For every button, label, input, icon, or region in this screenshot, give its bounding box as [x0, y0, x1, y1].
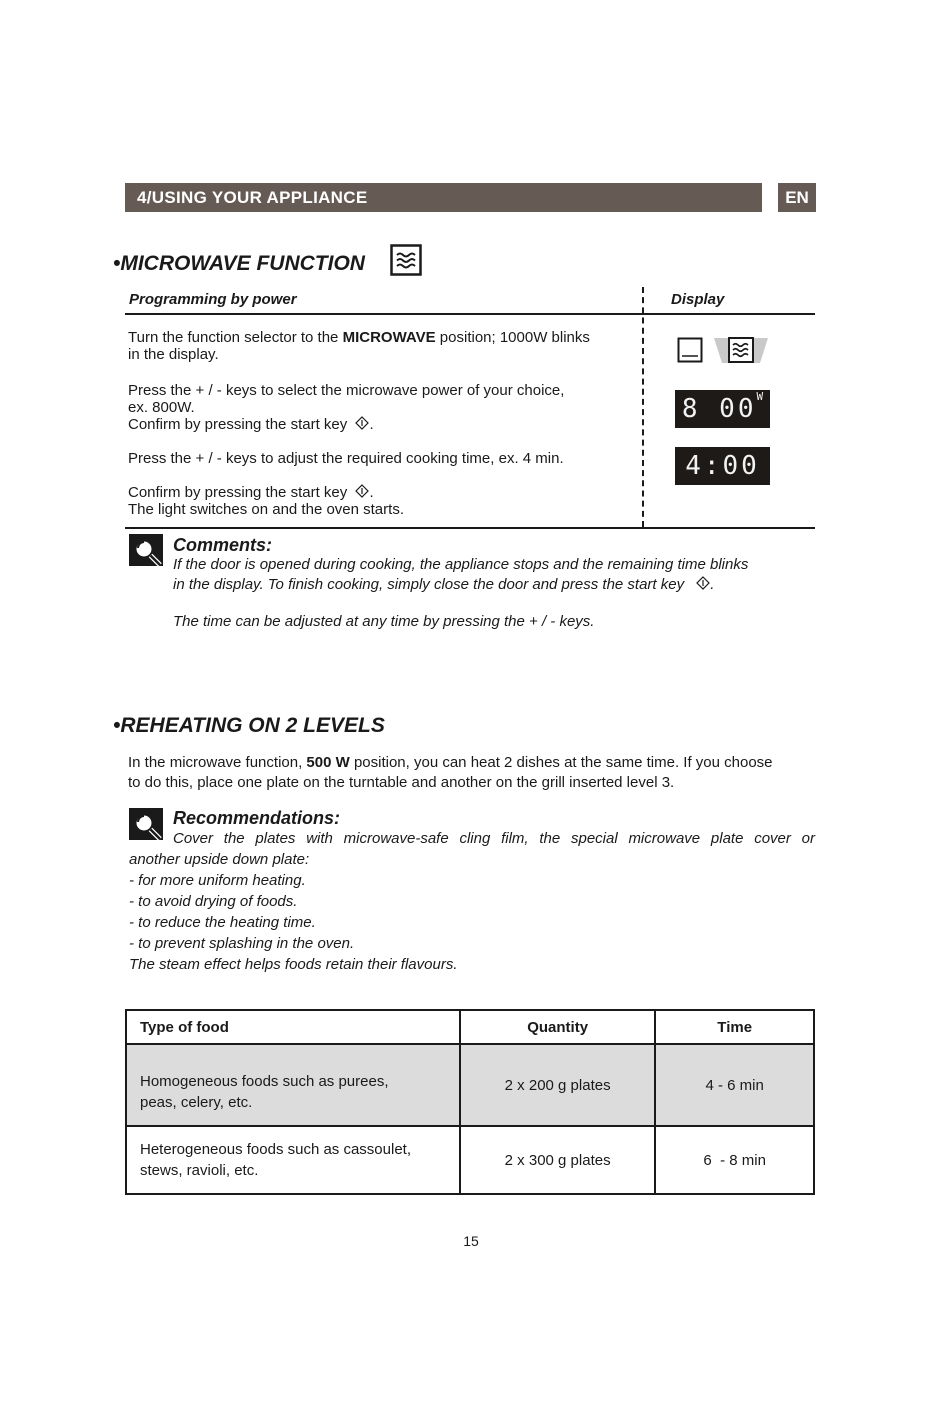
instruction-step-1	[128, 329, 628, 363]
table-bottom-rule	[125, 527, 815, 529]
bullet: •	[113, 252, 121, 275]
header-type-of-food: Type of food	[126, 1010, 460, 1044]
table-row	[126, 1126, 814, 1194]
reheating-title-text: REHEATING ON 2 LEVELS	[120, 714, 385, 737]
recommendations-closing: The steam effect helps foods retain their flavours.	[129, 956, 458, 973]
lcd-power-value: 8 00	[681, 394, 757, 424]
column-divider	[642, 287, 644, 527]
magnifier-icon	[129, 534, 163, 566]
quantity-cell: 2 x 200 g plates	[460, 1044, 655, 1126]
header-quantity: Quantity	[460, 1010, 655, 1044]
comments-text: If the door is opened during cooking, the appliance stops and the remaining time blinks in the display. To finish cooking, simply close the door and press the start key .	[173, 556, 749, 593]
instruction-step-4: Confirm by pressing the start key . The light switches on and the oven starts.	[128, 484, 404, 518]
comments-note: The time can be adjusted at any time by pressing the + / - keys.	[173, 613, 595, 630]
recommendations-line-1: Cover the plates with microwave-safe cling film, the special microwave plate cover or	[173, 830, 815, 847]
quantity-cell: 2 x 300 g plates	[460, 1126, 655, 1194]
comments-line-1: If the door is opened during cooking, the appliance stops and the remaining time blinks	[173, 556, 749, 573]
section-header: 4/USING YOUR APPLIANCE	[125, 183, 762, 212]
recommendations-title: Recommendations:	[173, 808, 341, 828]
recommendation-item: - to reduce the heating time.	[129, 914, 316, 931]
food-line-1: Heterogeneous foods such as cassoulet,	[140, 1141, 412, 1158]
recommendations-list	[129, 849, 458, 975]
food-line-2: peas, celery, etc.	[140, 1094, 253, 1111]
table-top-rule	[125, 313, 815, 315]
table-row	[126, 1044, 814, 1126]
food-line-2: stews, ravioli, etc.	[140, 1162, 259, 1179]
language-badge: EN	[778, 183, 816, 212]
reheating-section-title	[113, 714, 385, 738]
comments-title: Comments:	[173, 535, 273, 555]
time-cell: 4 - 6 min	[655, 1044, 814, 1126]
intro-bold: 500 W	[306, 754, 350, 771]
reheating-intro	[128, 753, 828, 793]
microwave-section-title	[113, 252, 365, 276]
bullet: •	[113, 714, 121, 737]
step4-text-a: Confirm by pressing the start key	[128, 484, 348, 501]
start-key-icon	[355, 416, 369, 430]
page-number: 15	[463, 1233, 479, 1249]
magnifier-icon	[129, 808, 163, 840]
header-time: Time	[655, 1010, 814, 1044]
step2-text-a: Press the + / - keys to select the microwave power of your choice,	[128, 382, 565, 399]
food-line-1: Homogeneous foods such as purees,	[140, 1073, 389, 1090]
display-column-header: Display	[671, 291, 725, 308]
comments-line-2: in the display. To finish cooking, simply close the door and press the start key	[173, 576, 685, 593]
step1-text-b: position; 1000W blinks	[435, 329, 590, 346]
instruction-step-3: Press the + / - keys to adjust the required cooking time, ex. 4 min.	[128, 450, 564, 467]
recommendation-item: - for more uniform heating.	[129, 872, 306, 889]
step2-text-b: ex. 800W.	[128, 399, 195, 416]
intro-text-a: In the microwave function,	[128, 754, 307, 771]
programming-column-header: Programming by power	[129, 291, 297, 308]
reheating-table	[125, 1009, 815, 1195]
microwave-title-text: MICROWAVE FUNCTION	[120, 252, 365, 275]
lcd-power-display	[675, 390, 770, 428]
microwave-icon	[390, 244, 422, 276]
recommendations-line-2: another upside down plate:	[129, 851, 310, 868]
lcd-power-unit: W	[756, 390, 764, 403]
recommendation-item: - to avoid drying of foods.	[129, 893, 298, 910]
step1-text-a: Turn the function selector to the	[128, 329, 343, 346]
start-key-icon	[696, 576, 710, 590]
oven-off-icon	[677, 337, 703, 363]
table-header-row	[126, 1010, 814, 1044]
food-cell	[126, 1044, 460, 1126]
step1-bold: MICROWAVE	[342, 329, 436, 346]
food-cell	[126, 1126, 460, 1194]
instruction-step-2: Press the + / - keys to select the microwave power of your choice, ex. 800W. Confirm by pressing the start key .	[128, 382, 565, 433]
start-key-icon	[355, 484, 369, 498]
time-cell: 6 - 8 min	[655, 1126, 814, 1194]
lcd-time-display: 4:00	[675, 447, 770, 485]
microwave-selected-icon	[714, 335, 768, 365]
intro-text-c: to do this, place one plate on the turntable and another on the grill inserted level 3.	[128, 774, 675, 791]
step1-text-c: in the display.	[128, 346, 219, 363]
intro-text-b: position, you can heat 2 dishes at the same time. If you choose	[349, 754, 773, 771]
step2-text-c: Confirm by pressing the start key	[128, 416, 348, 433]
step4-text-b: The light switches on and the oven starts.	[128, 501, 404, 518]
recommendation-item: - to prevent splashing in the oven.	[129, 935, 355, 952]
